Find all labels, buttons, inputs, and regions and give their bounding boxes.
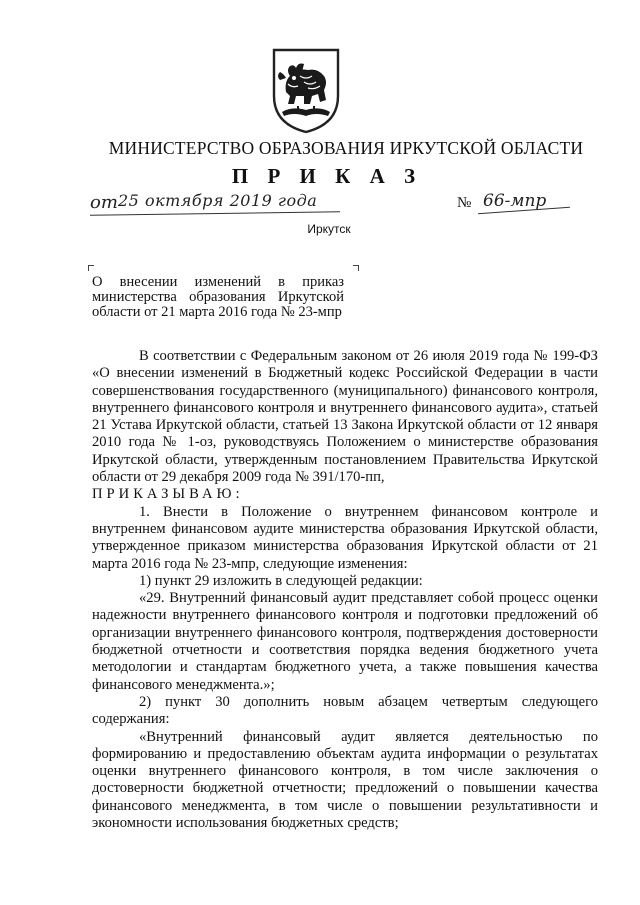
order-directive: ПРИКАЗЫВАЮ: [92, 486, 244, 503]
item-1-2-paragraph: 2) пункт 30 дополнить новым абзацем четвертым следующего содержания: [92, 693, 598, 728]
item-1-1-text-paragraph: «29. Внутренний финансовый аудит представляет собой процесс оценки надежности внутреннего финансового контроля и подготовки предложений об организации внутреннего финансового контроля, подтверждения достоверности бюджетной отчетности и соответствия порядка ведения бюджетного учета методологии и стандартам бюджетного учета, а также повышения качества финансового менеджмента.»; [92, 590, 598, 693]
document-title: П Р И К А З [231, 164, 423, 188]
city-name: Иркутск [307, 222, 351, 236]
subject-bracket-left [88, 265, 94, 271]
irkutsk-coat-of-arms-icon [268, 46, 344, 134]
date-prefix: от [90, 192, 118, 213]
preamble-paragraph: В соответствии с Федеральным законом от 26 июля 2019 года № 199-ФЗ «О внесении изменений в Бюджетный кодекс Российской Федерации в части совершенствования государственного (муниципального) финансового контроля, внутреннего финансового контроля и внутреннего финансового аудита», статьей 21 Устава Иркутской области, статьей 13 Закона Иркутской области от 12 января 2010 года № 1-оз, руководствуясь Положением о министерстве образования Иркутской области, утвержденным постановлением Правительства Иркутской области от 29 декабря 2009 года № 391/170-пп, [92, 348, 598, 486]
ministry-name: МИНИСТЕРСТВО ОБРАЗОВАНИЯ ИРКУТСКОЙ ОБЛАСТИ [108, 138, 584, 158]
date-underline [90, 211, 340, 215]
item-1-1-paragraph: 1) пункт 29 изложить в следующей редакции: [139, 572, 423, 589]
item-1-2-text-paragraph: «Внутренний финансовый аудит является деятельностью по формированию и предоставлению объектам аудита информации о результатах оценки внутреннего финансового контроля, в том числе заключения о достоверности бюджетной отчетности; предложений о повышении качества финансового менеджмента, в том числе о повышении результативности и экономности использования бюджетных средств; [92, 728, 598, 832]
number-sign: № [457, 195, 472, 211]
document-subject: О внесении изменений в приказ министерства образования Иркутской области от 21 марта 2016 года № 23-мпр [92, 274, 344, 320]
handwritten-date: 25 октября 2019 года [118, 191, 318, 210]
item-1-paragraph: 1. Внести в Положение о внутреннем финансовом контроле и внутреннем финансовом аудите министерства образования Иркутской области, утвержденное приказом министерства образования Иркутской области от 21 марта 2016 года № 23-мпр, следующие изменения: [92, 503, 598, 572]
handwritten-order-number: 66-мпр [483, 191, 547, 211]
document-body [92, 348, 598, 832]
subject-bracket-right [353, 265, 359, 271]
